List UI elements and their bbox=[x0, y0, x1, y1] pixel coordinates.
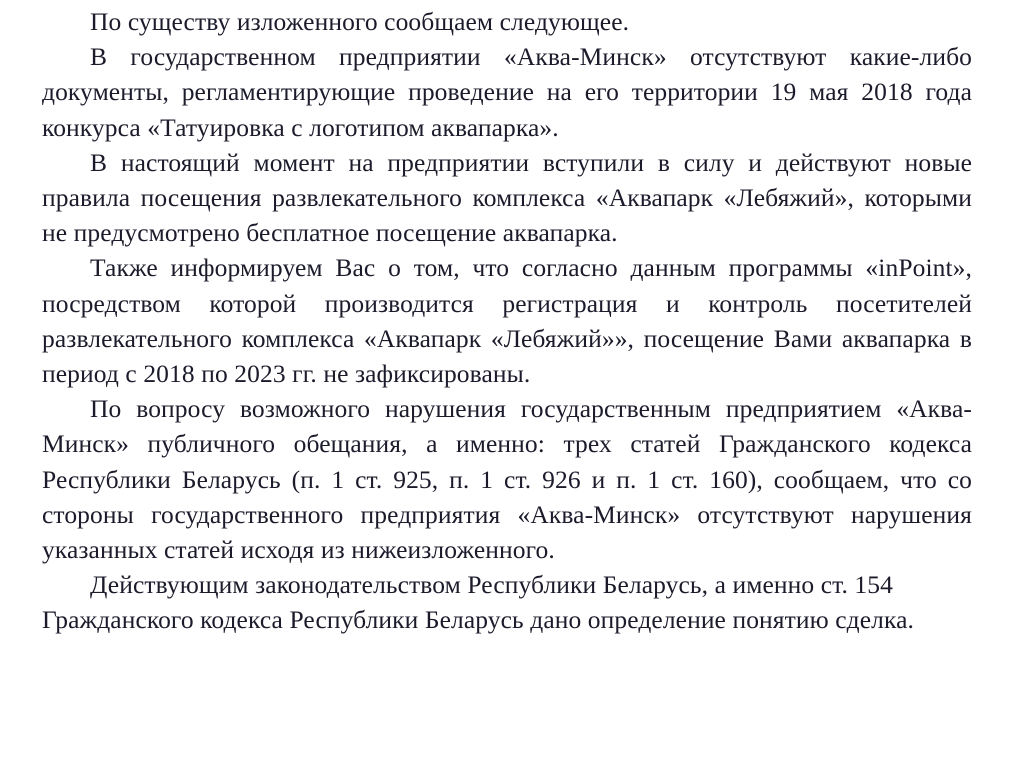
paragraph: По существу изложенного сообщаем следующее. bbox=[90, 7, 630, 36]
document-body bbox=[42, 0, 972, 638]
paragraph: Также информируем Вас о том, что согласно данным программы «inPoint», посредством которой производится регистрация и контроль посетителей развлекательного комплекса «Аквапарк «Лебяжий»», посещение Вами аквапарка в период с 2018 по 2023 гг. не зафиксированы. bbox=[42, 253, 972, 389]
paragraph: По вопросу возможного нарушения государственным предприятием «Аква-Минск» публичного обещания, а именно: трех статей Гражданского кодекса Республики Беларусь (п. 1 ст. 925, п. 1 ст. 926 и п. 1 ст. 160), сообщаем, что со стороны государственного предприятия «Аква-Минск» отсутствуют нарушения указанных статей исходя из нижеизложенного. bbox=[42, 394, 972, 565]
paragraph: В настоящий момент на предприятии вступили в силу и действуют новые правила посещения развлекательного комплекса «Аквапарк «Лебяжий», которыми не предусмотрено бесплатное посещение аквапарка. bbox=[42, 147, 972, 248]
paragraph: Действующим законодательством Республики Беларусь, а именно ст. 154 Гражданского кодекса Республики Беларусь дано определение понятию сделка. bbox=[42, 570, 914, 635]
paragraph: В государственном предприятии «Аква-Минск» отсутствуют какие-либо документы, регламентирующие проведение на его территории 19 мая 2018 года конкурса «Татуировка с логотипом аквапарка». bbox=[42, 42, 972, 142]
